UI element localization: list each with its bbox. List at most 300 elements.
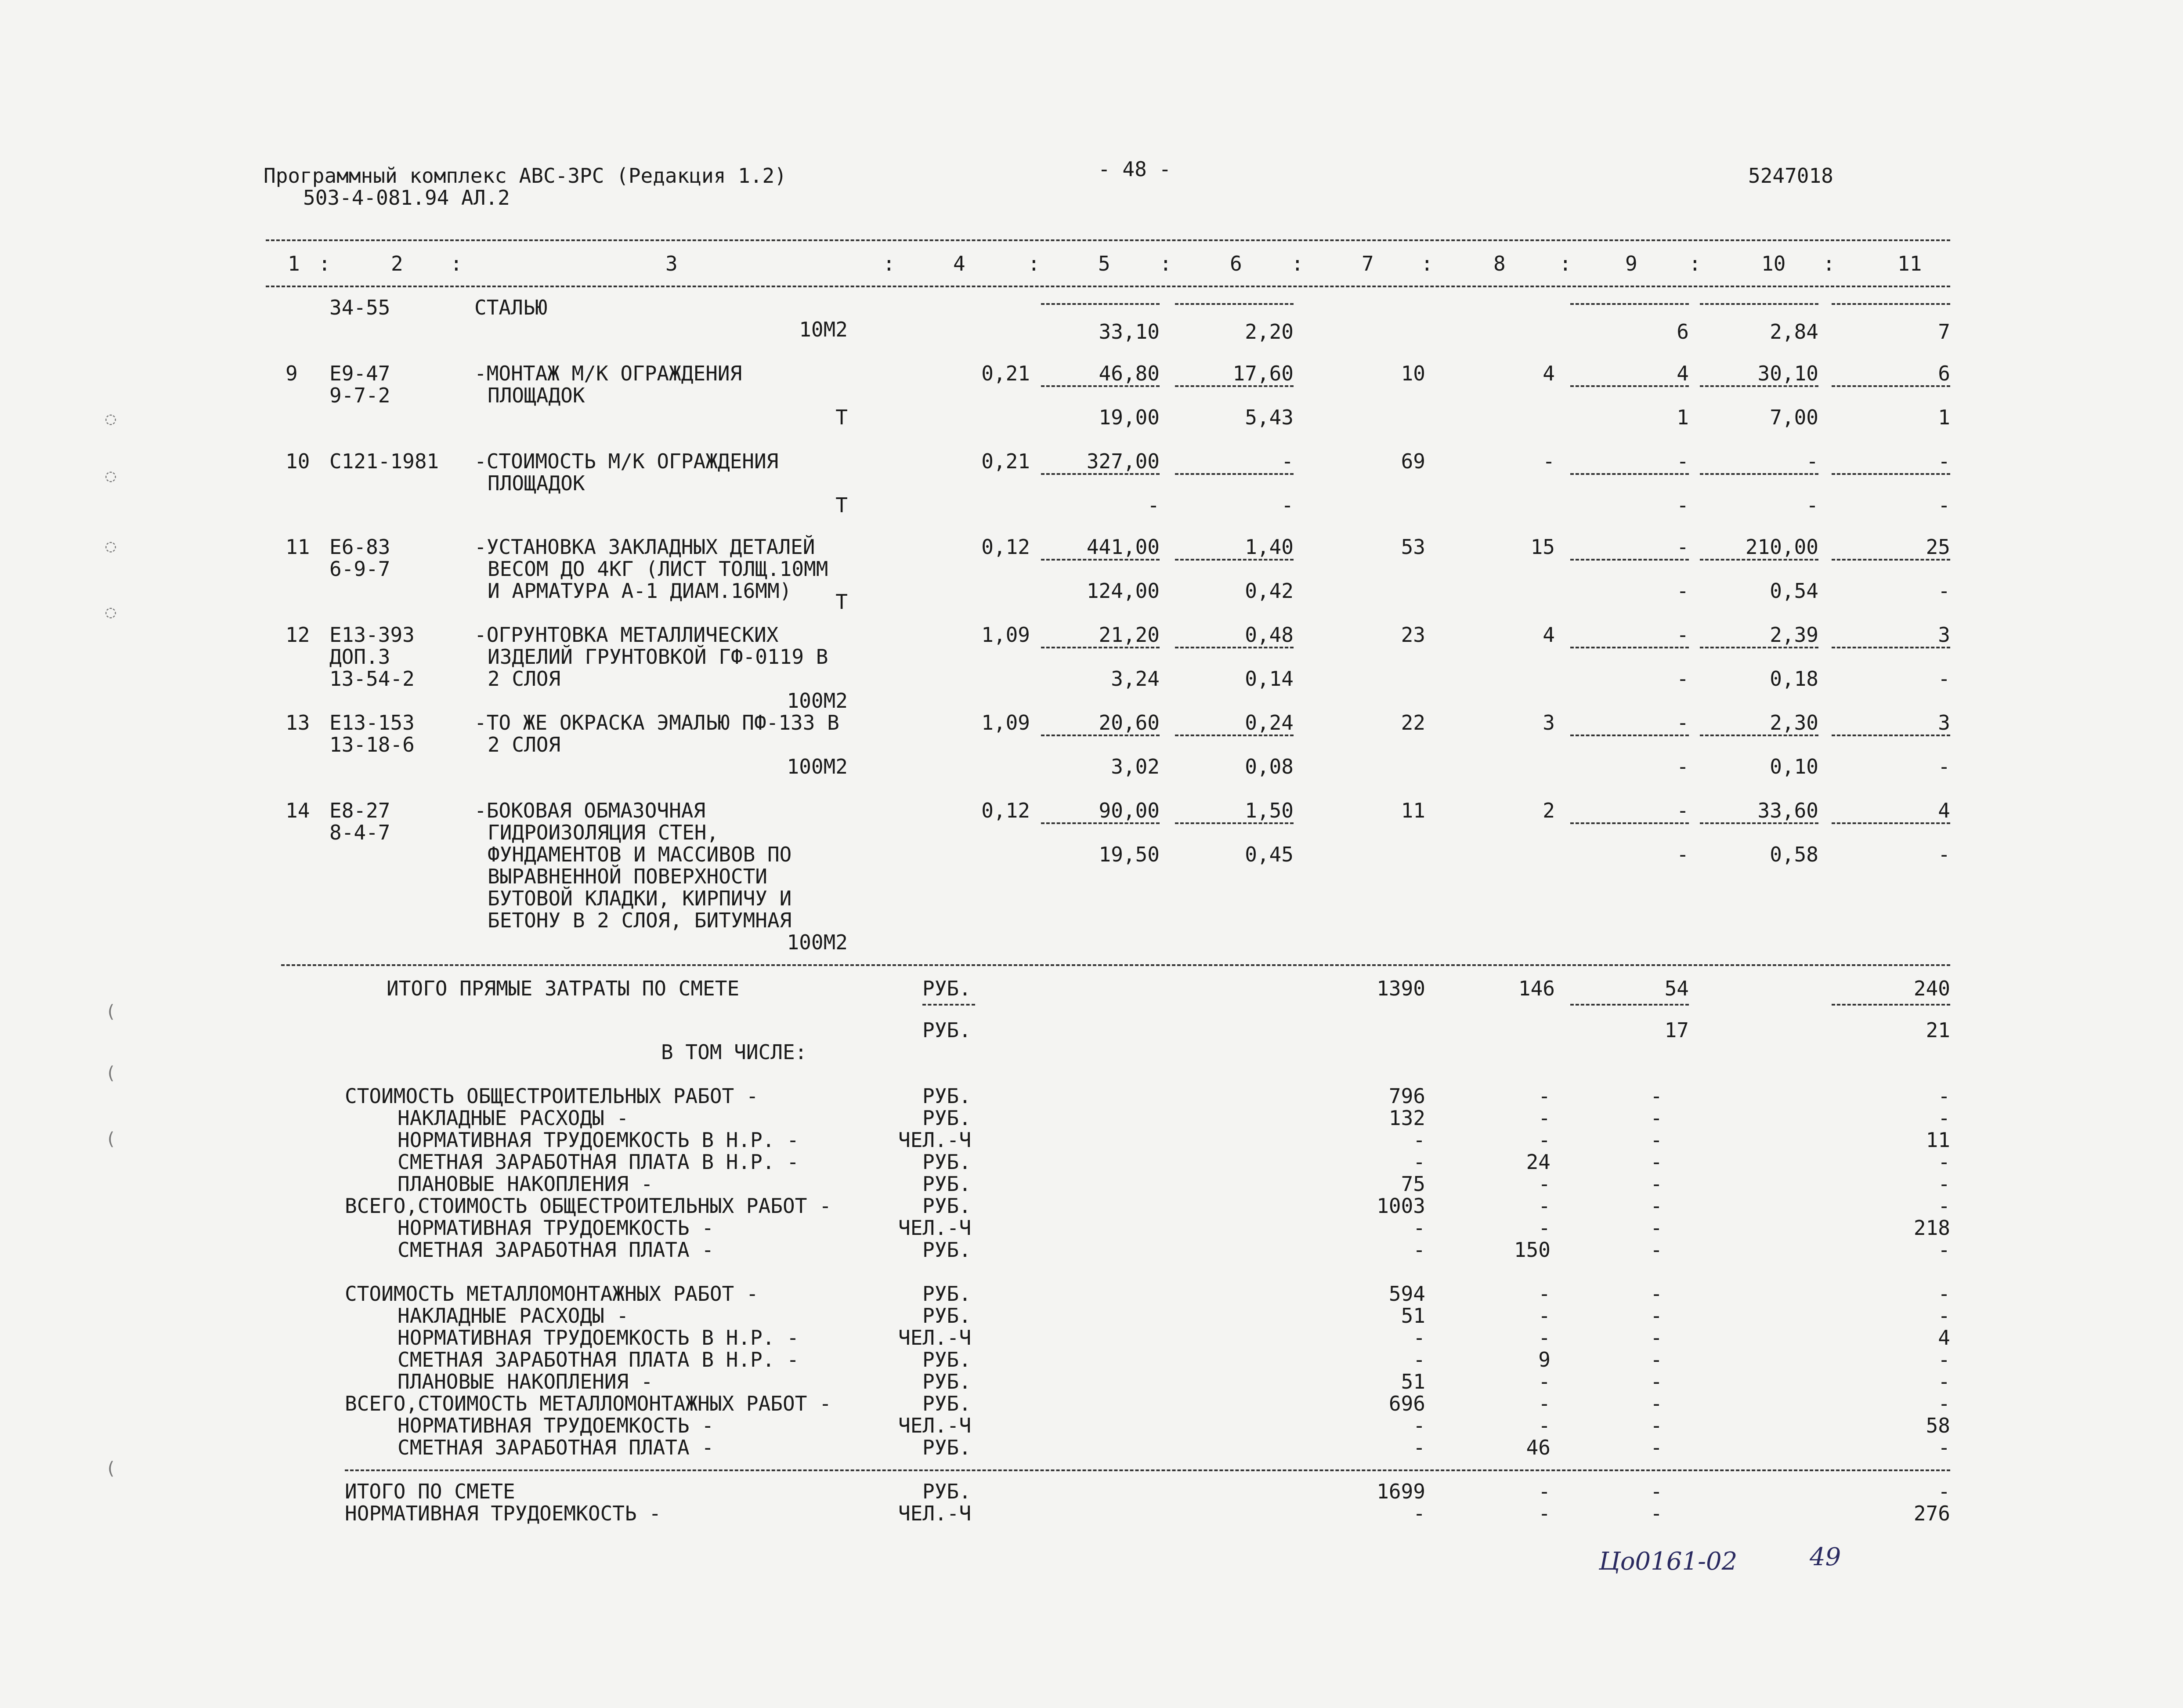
fraction-rule xyxy=(1041,303,1160,305)
summary-unit: РУБ. xyxy=(922,1238,971,1262)
column-header-8: 8 xyxy=(1493,252,1506,275)
cell-c9b: - xyxy=(1677,493,1689,517)
handwritten-code: Цо0161-02 xyxy=(1599,1547,1738,1576)
row-unit: 100М2 xyxy=(787,689,848,713)
summary-c7: 132 xyxy=(1388,1106,1425,1130)
fraction-rule xyxy=(1570,735,1689,736)
page-number: - 48 - xyxy=(1098,157,1171,181)
summary-label: НАКЛАДНЫЕ РАСХОДЫ - xyxy=(398,1106,629,1130)
cell-c9: 4 xyxy=(1677,362,1689,385)
cell-c10b: - xyxy=(1806,493,1818,517)
cell-c7: 11 xyxy=(1401,799,1425,822)
summary-c9: - xyxy=(1650,1480,1663,1503)
summary-c9: - xyxy=(1650,1348,1663,1371)
summary-c7: 796 xyxy=(1388,1084,1425,1108)
cell-c5b: - xyxy=(1147,493,1160,517)
cell-c9b: 1 xyxy=(1677,405,1689,429)
summary-c9: - xyxy=(1650,1282,1663,1306)
summary-c8: 9 xyxy=(1538,1348,1551,1371)
row-unit: Т xyxy=(835,405,848,429)
row-number: 14 xyxy=(286,799,310,822)
column-header-5: 5 xyxy=(1098,252,1110,275)
fraction-rule xyxy=(1175,822,1294,824)
direct-c7: 1390 xyxy=(1377,977,1425,1000)
summary-label: СМЕТНАЯ ЗАРАБОТНАЯ ПЛАТА - xyxy=(398,1436,714,1459)
row-description: И АРМАТУРА А-1 ДИАМ.16ММ) xyxy=(488,579,792,603)
cell-c8: 3 xyxy=(1543,711,1555,735)
fraction-rule xyxy=(1832,647,1950,648)
cell-c11b: - xyxy=(1938,755,1950,778)
column-separator: : xyxy=(883,252,895,275)
summary-label: НОРМАТИВНАЯ ТРУДОЕМКОСТЬ - xyxy=(345,1502,661,1525)
summary-unit: ЧЕЛ.-Ч xyxy=(898,1502,972,1525)
cell-c11b: - xyxy=(1938,579,1950,603)
column-header-2: 2 xyxy=(391,252,403,275)
cell-c6b: 5,43 xyxy=(1245,405,1294,429)
summary-unit: ЧЕЛ.-Ч xyxy=(898,1414,972,1437)
cell-c4: 1,09 xyxy=(981,711,1030,735)
summary-c8: - xyxy=(1538,1172,1551,1196)
summary-c11: - xyxy=(1938,1282,1950,1306)
fraction-rule xyxy=(1041,735,1160,736)
summary-label: НОРМАТИВНАЯ ТРУДОЕМКОСТЬ В Н.Р. - xyxy=(398,1128,799,1152)
row-code: 9-7-2 xyxy=(329,384,390,407)
summary-c9: - xyxy=(1650,1392,1663,1415)
summary-c11: - xyxy=(1938,1194,1950,1218)
fraction-rule xyxy=(1832,473,1950,475)
cell-c4: 1,09 xyxy=(981,623,1030,647)
summary-c8: - xyxy=(1538,1392,1551,1415)
cell-c6: 1,40 xyxy=(1245,535,1294,559)
document-code: 503-4-081.94 АЛ.2 xyxy=(303,186,510,210)
cell-c9b: - xyxy=(1677,667,1689,691)
cell-c11: 25 xyxy=(1926,535,1950,559)
summary-c7: 594 xyxy=(1388,1282,1425,1306)
cell-c4: 0,12 xyxy=(981,535,1030,559)
column-separator: : xyxy=(1689,252,1701,275)
cell-c8: 4 xyxy=(1543,623,1555,647)
summary-label: ВСЕГО,СТОИМОСТЬ МЕТАЛЛОМОНТАЖНЫХ РАБОТ - xyxy=(345,1392,831,1415)
cell-c5: 441,00 xyxy=(1086,535,1160,559)
summary-c9: - xyxy=(1650,1128,1663,1152)
summary-c11: - xyxy=(1938,1172,1950,1196)
binding-hole-mark: ◌ xyxy=(105,466,116,486)
cell-c5: 327,00 xyxy=(1086,449,1160,473)
row-description: -БОКОВАЯ ОБМАЗОЧНАЯ xyxy=(474,799,706,822)
cell-c9b: - xyxy=(1677,579,1689,603)
summary-unit: РУБ. xyxy=(922,1436,971,1459)
direct-c11b: 21 xyxy=(1926,1018,1950,1042)
fraction-rule xyxy=(1570,473,1689,475)
summary-label: ПЛАНОВЫЕ НАКОПЛЕНИЯ - xyxy=(398,1370,653,1393)
row-description: -УСТАНОВКА ЗАКЛАДНЫХ ДЕТАЛЕЙ xyxy=(474,535,815,559)
summary-c7: - xyxy=(1413,1502,1425,1525)
summary-c11: - xyxy=(1938,1348,1950,1371)
cell-c10: 30,10 xyxy=(1757,362,1818,385)
header-rule-top xyxy=(266,239,1950,241)
summary-unit: ЧЕЛ.-Ч xyxy=(898,1216,972,1240)
column-separator: : xyxy=(1291,252,1304,275)
summary-c8: - xyxy=(1538,1304,1551,1328)
handwritten-page-number: 49 xyxy=(1810,1543,1841,1571)
cell-c11: 6 xyxy=(1938,362,1950,385)
direct-c8: 146 xyxy=(1518,977,1555,1000)
binding-hole-mark: ◌ xyxy=(105,409,116,429)
row-code: Е6-83 xyxy=(329,535,390,559)
binding-hole-mark: ( xyxy=(105,1458,116,1479)
summary-label: СМЕТНАЯ ЗАРАБОТНАЯ ПЛАТА В Н.Р. - xyxy=(398,1348,799,1371)
summary-c8: 150 xyxy=(1514,1238,1551,1262)
cell-c9: - xyxy=(1677,535,1689,559)
cell-c6: 1,50 xyxy=(1245,799,1294,822)
summary-c9: - xyxy=(1650,1194,1663,1218)
binding-hole-mark: ( xyxy=(105,1063,116,1083)
summary-c7: - xyxy=(1413,1128,1425,1152)
cell-c10: 2,30 xyxy=(1770,711,1818,735)
summary-label: НАКЛАДНЫЕ РАСХОДЫ - xyxy=(398,1304,629,1328)
cell-c11b: 1 xyxy=(1938,405,1950,429)
binding-hole-mark: ( xyxy=(105,1002,116,1022)
cell-c9b: - xyxy=(1677,755,1689,778)
fraction-rule xyxy=(1832,303,1950,305)
summary-c7: 1699 xyxy=(1377,1480,1425,1503)
summary-c8: - xyxy=(1538,1282,1551,1306)
fraction-rule xyxy=(1832,559,1950,561)
row-description: 2 СЛОЯ xyxy=(488,667,561,691)
cell-c5: 46,80 xyxy=(1099,362,1160,385)
summary-c9: - xyxy=(1650,1370,1663,1393)
cell-c7: 69 xyxy=(1401,449,1425,473)
row-number: 12 xyxy=(286,623,310,647)
row-code: 34-55 xyxy=(329,296,390,319)
cell-c9: - xyxy=(1677,711,1689,735)
column-separator: : xyxy=(318,252,331,275)
summary-c7: - xyxy=(1413,1436,1425,1459)
cell-c6b: 0,45 xyxy=(1245,843,1294,866)
column-separator: : xyxy=(1559,252,1572,275)
cell-c7: 53 xyxy=(1401,535,1425,559)
row-code: ДОП.3 xyxy=(329,645,390,669)
cell-c6: - xyxy=(1281,449,1294,473)
summary-c9: - xyxy=(1650,1216,1663,1240)
cell-c7: 23 xyxy=(1401,623,1425,647)
cell-c11b: 7 xyxy=(1938,320,1950,344)
summary-c7: 75 xyxy=(1401,1172,1425,1196)
column-separator: : xyxy=(450,252,463,275)
cell-c8: 15 xyxy=(1530,535,1555,559)
cell-c5b: 33,10 xyxy=(1099,320,1160,344)
row-description: ГИДРОИЗОЛЯЦИЯ СТЕН, xyxy=(488,821,719,844)
totals-rule xyxy=(281,964,1950,966)
cell-c9b: - xyxy=(1677,843,1689,866)
summary-c7: - xyxy=(1413,1326,1425,1350)
cell-c7: 10 xyxy=(1401,362,1425,385)
fraction-rule xyxy=(1700,385,1818,387)
cell-c5: 20,60 xyxy=(1099,711,1160,735)
cell-c11: - xyxy=(1938,449,1950,473)
cell-c5b: 124,00 xyxy=(1086,579,1160,603)
cell-c11b: - xyxy=(1938,843,1950,866)
cell-c9b: 6 xyxy=(1677,320,1689,344)
cell-c11b: - xyxy=(1938,667,1950,691)
cell-c6: 0,24 xyxy=(1245,711,1294,735)
row-number: 10 xyxy=(286,449,310,473)
summary-unit: РУБ. xyxy=(922,1106,971,1130)
summary-c11: - xyxy=(1938,1238,1950,1262)
fraction-rule xyxy=(1175,303,1294,305)
fraction-rule xyxy=(1832,735,1950,736)
cell-c8: 4 xyxy=(1543,362,1555,385)
binding-hole-mark: ◌ xyxy=(105,536,116,556)
row-description: ПЛОЩАДОК xyxy=(488,384,585,407)
summary-c11: - xyxy=(1938,1436,1950,1459)
fraction-rule xyxy=(1175,385,1294,387)
summary-unit: ЧЕЛ.-Ч xyxy=(898,1128,972,1152)
column-header-4: 4 xyxy=(953,252,965,275)
summary-c9: - xyxy=(1650,1150,1663,1174)
summary-label: СТОИМОСТЬ ОБЩЕСТРОИТЕЛЬНЫХ РАБОТ - xyxy=(345,1084,759,1108)
fraction-rule xyxy=(1700,822,1818,824)
row-description: -МОНТАЖ М/К ОГРАЖДЕНИЯ xyxy=(474,362,742,385)
column-header-7: 7 xyxy=(1362,252,1374,275)
summary-c11: - xyxy=(1938,1106,1950,1130)
cell-c11b: - xyxy=(1938,493,1950,517)
direct-costs-unit: РУБ. xyxy=(922,977,971,1000)
cell-c6b: - xyxy=(1281,493,1294,517)
fraction-rule xyxy=(1041,647,1160,648)
row-description: -ТО ЖЕ ОКРАСКА ЭМАЛЬЮ ПФ-133 В xyxy=(474,711,839,735)
column-separator: : xyxy=(1823,252,1835,275)
row-unit: 100М2 xyxy=(787,755,848,778)
fraction-rule xyxy=(1570,385,1689,387)
binding-hole-mark: ( xyxy=(105,1129,116,1149)
summary-unit: РУБ. xyxy=(922,1480,971,1503)
row-unit: 10М2 xyxy=(799,318,848,341)
summary-c9: - xyxy=(1650,1084,1663,1108)
column-header-9: 9 xyxy=(1625,252,1637,275)
fraction-rule xyxy=(1570,647,1689,648)
column-header-10: 10 xyxy=(1761,252,1786,275)
fraction-rule xyxy=(1700,303,1818,305)
direct-costs-unit-2: РУБ. xyxy=(922,1018,971,1042)
summary-unit: РУБ. xyxy=(922,1304,971,1328)
cell-c11: 4 xyxy=(1938,799,1950,822)
direct-c11: 240 xyxy=(1913,977,1950,1000)
cell-c5b: 3,24 xyxy=(1111,667,1160,691)
summary-c7: - xyxy=(1413,1150,1425,1174)
fraction-rule xyxy=(1570,303,1689,305)
summary-c11: 218 xyxy=(1913,1216,1950,1240)
cell-c9: - xyxy=(1677,623,1689,647)
column-separator: : xyxy=(1421,252,1433,275)
fraction-rule xyxy=(1175,473,1294,475)
summary-c7: - xyxy=(1413,1238,1425,1262)
header-rule-bottom xyxy=(266,286,1950,287)
row-code: 8-4-7 xyxy=(329,821,390,844)
row-code: 13-54-2 xyxy=(329,667,415,691)
direct-c9: 54 xyxy=(1664,977,1689,1000)
cell-c10b: 0,58 xyxy=(1770,843,1818,866)
cell-c10b: 7,00 xyxy=(1770,405,1818,429)
summary-label: ИТОГО ПО СМЕТЕ xyxy=(345,1480,515,1503)
summary-c9: - xyxy=(1650,1326,1663,1350)
fraction-rule xyxy=(1175,735,1294,736)
summary-unit: РУБ. xyxy=(922,1150,971,1174)
summary-c9: - xyxy=(1650,1304,1663,1328)
summary-unit: РУБ. xyxy=(922,1282,971,1306)
summary-c8: - xyxy=(1538,1128,1551,1152)
cell-c4: 0,21 xyxy=(981,449,1030,473)
summary-c9: - xyxy=(1650,1414,1663,1437)
cell-c6: 0,48 xyxy=(1245,623,1294,647)
cell-c10: - xyxy=(1806,449,1818,473)
summary-c7: 51 xyxy=(1401,1304,1425,1328)
cell-c11: 3 xyxy=(1938,711,1950,735)
cell-c6b: 0,14 xyxy=(1245,667,1294,691)
row-description: ПЛОЩАДОК xyxy=(488,471,585,495)
cell-c5b: 3,02 xyxy=(1111,755,1160,778)
summary-c11: - xyxy=(1938,1480,1950,1503)
fraction-rule xyxy=(1041,473,1160,475)
row-number: 11 xyxy=(286,535,310,559)
fraction-rule xyxy=(1041,385,1160,387)
cell-c8: - xyxy=(1543,449,1555,473)
summary-c8: - xyxy=(1538,1326,1551,1350)
including-label: В ТОМ ЧИСЛЕ: xyxy=(661,1040,807,1064)
fraction-rule xyxy=(1041,559,1160,561)
summary-c11: 276 xyxy=(1913,1502,1950,1525)
summary-c9: - xyxy=(1650,1238,1663,1262)
summary-c11: 58 xyxy=(1926,1414,1950,1437)
cell-c6: 17,60 xyxy=(1232,362,1294,385)
row-description: ФУНДАМЕНТОВ И МАССИВОВ ПО xyxy=(488,843,792,866)
summary-c11: 4 xyxy=(1938,1326,1950,1350)
summary-c11: - xyxy=(1938,1392,1950,1415)
cell-c9: - xyxy=(1677,449,1689,473)
summary-c8: - xyxy=(1538,1414,1551,1437)
cell-c6b: 2,20 xyxy=(1245,320,1294,344)
summary-c7: - xyxy=(1413,1216,1425,1240)
summary-c11: 11 xyxy=(1926,1128,1950,1152)
summary-c8: - xyxy=(1538,1370,1551,1393)
row-code: 13-18-6 xyxy=(329,733,415,756)
cell-c10b: 0,54 xyxy=(1770,579,1818,603)
row-code: С121-1981 xyxy=(329,449,439,473)
direct-costs-label: ИТОГО ПРЯМЫЕ ЗАТРАТЫ ПО СМЕТЕ xyxy=(387,977,740,1000)
summary-label: СМЕТНАЯ ЗАРАБОТНАЯ ПЛАТА В Н.Р. - xyxy=(398,1150,799,1174)
summary-c9: - xyxy=(1650,1502,1663,1525)
fraction-rule xyxy=(1700,473,1818,475)
summary-label: НОРМАТИВНАЯ ТРУДОЕМКОСТЬ В Н.Р. - xyxy=(398,1326,799,1350)
cell-c11: 3 xyxy=(1938,623,1950,647)
cell-c10: 33,60 xyxy=(1757,799,1818,822)
row-code: Е9-47 xyxy=(329,362,390,385)
fraction-rule xyxy=(1175,647,1294,648)
summary-c8: - xyxy=(1538,1480,1551,1503)
cell-c9: - xyxy=(1677,799,1689,822)
row-code: Е13-393 xyxy=(329,623,415,647)
summary-c8: - xyxy=(1538,1084,1551,1108)
cell-c5: 21,20 xyxy=(1099,623,1160,647)
row-unit: Т xyxy=(835,590,848,614)
summary-label: НОРМАТИВНАЯ ТРУДОЕМКОСТЬ - xyxy=(398,1216,714,1240)
summary-c7: 696 xyxy=(1388,1392,1425,1415)
row-description: СТАЛЬЮ xyxy=(474,296,548,319)
summary-c8: - xyxy=(1538,1502,1551,1525)
row-number: 13 xyxy=(286,711,310,735)
direct-c9b: 17 xyxy=(1664,1018,1689,1042)
summary-c8: - xyxy=(1538,1194,1551,1218)
row-description: ВЫРАВНЕННОЙ ПОВЕРХНОСТИ xyxy=(488,865,767,888)
fraction-rule xyxy=(1832,385,1950,387)
row-description: -ОГРУНТОВКА МЕТАЛЛИЧЕСКИХ xyxy=(474,623,779,647)
program-title: Программный комплекс АВС-3РС (Редакция 1.2) xyxy=(264,164,787,188)
fraction-rule xyxy=(1700,735,1818,736)
cell-c7: 22 xyxy=(1401,711,1425,735)
fraction-rule xyxy=(1832,822,1950,824)
column-header-3: 3 xyxy=(665,252,678,275)
summary-c8: - xyxy=(1538,1106,1551,1130)
cell-c5b: 19,00 xyxy=(1099,405,1160,429)
row-description: БЕТОНУ В 2 СЛОЯ, БИТУМНАЯ xyxy=(488,908,792,932)
cell-c4: 0,21 xyxy=(981,362,1030,385)
row-unit: 100М2 xyxy=(787,930,848,954)
summary-c8: 46 xyxy=(1526,1436,1551,1459)
cell-c10b: 2,84 xyxy=(1770,320,1818,344)
summary-unit: РУБ. xyxy=(922,1172,971,1196)
summary-c7: 51 xyxy=(1401,1370,1425,1393)
row-description: ВЕСОМ ДО 4КГ (ЛИСТ ТОЛЩ.10ММ xyxy=(488,557,828,581)
summary-c9: - xyxy=(1650,1436,1663,1459)
row-description: ИЗДЕЛИЙ ГРУНТОВКОЙ ГФ-0119 В xyxy=(488,645,828,669)
cell-c8: 2 xyxy=(1543,799,1555,822)
fraction-rule xyxy=(1700,647,1818,648)
summary-unit: РУБ. xyxy=(922,1392,971,1415)
fraction-rule xyxy=(1041,822,1160,824)
cell-c6b: 0,08 xyxy=(1245,755,1294,778)
fraction-rule xyxy=(1832,1004,1950,1006)
row-number: 9 xyxy=(286,362,298,385)
summary-unit: РУБ. xyxy=(922,1194,971,1218)
summary-c11: - xyxy=(1938,1084,1950,1108)
cell-c10: 2,39 xyxy=(1770,623,1818,647)
summary-label: ВСЕГО,СТОИМОСТЬ ОБЩЕСТРОИТЕЛЬНЫХ РАБОТ - xyxy=(345,1194,831,1218)
column-separator: : xyxy=(1028,252,1040,275)
summary-c9: - xyxy=(1650,1106,1663,1130)
row-description: БУТОВОЙ КЛАДКИ, КИРПИЧУ И xyxy=(488,887,792,910)
fraction-rule xyxy=(1570,559,1689,561)
summary-label: СМЕТНАЯ ЗАРАБОТНАЯ ПЛАТА - xyxy=(398,1238,714,1262)
row-code: Е13-153 xyxy=(329,711,415,735)
column-separator: : xyxy=(1160,252,1172,275)
row-description: -СТОИМОСТЬ М/К ОГРАЖДЕНИЯ xyxy=(474,449,779,473)
row-code: Е8-27 xyxy=(329,799,390,822)
summary-c8: 24 xyxy=(1526,1150,1551,1174)
fraction-rule xyxy=(1175,559,1294,561)
row-unit: Т xyxy=(835,493,848,517)
document-id: 5247018 xyxy=(1748,164,1833,188)
summary-c7: 1003 xyxy=(1377,1194,1425,1218)
row-description: 2 СЛОЯ xyxy=(488,733,561,756)
summary-label: НОРМАТИВНАЯ ТРУДОЕМКОСТЬ - xyxy=(398,1414,714,1437)
summary-unit: РУБ. xyxy=(922,1348,971,1371)
cell-c4: 0,12 xyxy=(981,799,1030,822)
cell-c10b: 0,10 xyxy=(1770,755,1818,778)
totals-rule-2 xyxy=(345,1469,1950,1471)
summary-c11: - xyxy=(1938,1370,1950,1393)
summary-c9: - xyxy=(1650,1172,1663,1196)
column-header-11: 11 xyxy=(1897,252,1922,275)
